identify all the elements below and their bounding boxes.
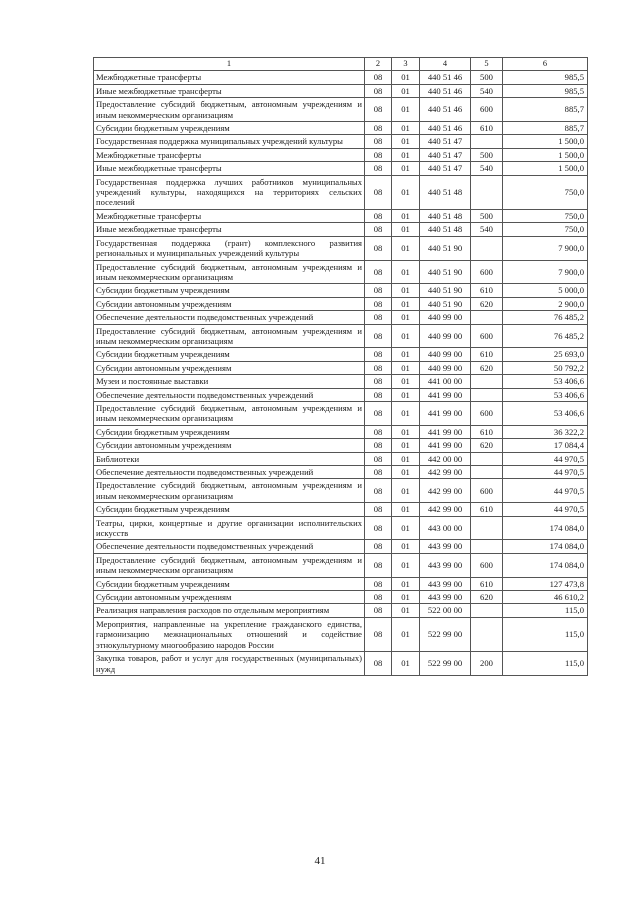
target-article-cell: 440 51 90: [420, 236, 471, 260]
table-row: [94, 577, 588, 590]
expense-type-cell: 620: [471, 297, 503, 310]
table-row: [94, 223, 588, 236]
subsection-code-cell: 01: [392, 209, 420, 222]
subsection-code-cell: 01: [392, 311, 420, 324]
table-row: [94, 553, 588, 577]
row-name-cell: Межбюджетные трансферты: [94, 71, 365, 84]
amount-cell: 44 970,5: [503, 503, 588, 516]
table-row: [94, 388, 588, 401]
subsection-code-cell: 01: [392, 604, 420, 617]
section-code-cell: 08: [365, 466, 392, 479]
row-name-cell: Субсидии автономным учреждениям: [94, 439, 365, 452]
section-code-cell: 08: [365, 401, 392, 425]
expense-type-cell: [471, 516, 503, 540]
amount-cell: 7 900,0: [503, 260, 588, 284]
expense-type-cell: [471, 236, 503, 260]
row-name-cell: Межбюджетные трансферты: [94, 148, 365, 161]
target-article-cell: 440 51 48: [420, 209, 471, 222]
expense-type-cell: 620: [471, 361, 503, 374]
table-row: [94, 311, 588, 324]
row-name-cell: Субсидии бюджетным учреждениям: [94, 577, 365, 590]
section-code-cell: 08: [365, 553, 392, 577]
row-name-cell: Обеспечение деятельности подведомственных учреждений: [94, 540, 365, 553]
subsection-code-cell: 01: [392, 361, 420, 374]
subsection-code-cell: 01: [392, 71, 420, 84]
amount-cell: 174 084,0: [503, 553, 588, 577]
target-article-cell: 442 99 00: [420, 466, 471, 479]
target-article-cell: 440 51 46: [420, 122, 471, 135]
amount-cell: 885,7: [503, 98, 588, 122]
subsection-code-cell: 01: [392, 175, 420, 209]
expense-type-cell: [471, 388, 503, 401]
expense-type-cell: [471, 311, 503, 324]
subsection-code-cell: 01: [392, 425, 420, 438]
subsection-code-cell: 01: [392, 439, 420, 452]
amount-cell: 115,0: [503, 604, 588, 617]
amount-cell: 1 500,0: [503, 162, 588, 175]
row-name-cell: Предоставление субсидий бюджетным, автономным учреждениям и иным некоммерческим организациям: [94, 260, 365, 284]
expense-type-cell: 600: [471, 553, 503, 577]
section-code-cell: 08: [365, 71, 392, 84]
target-article-cell: 443 00 00: [420, 516, 471, 540]
header-cell-4: 4: [420, 58, 471, 71]
row-name-cell: Музеи и постоянные выставки: [94, 375, 365, 388]
page-number: 41: [314, 855, 326, 867]
subsection-code-cell: 01: [392, 516, 420, 540]
table-row: [94, 375, 588, 388]
subsection-code-cell: 01: [392, 236, 420, 260]
amount-cell: 25 693,0: [503, 348, 588, 361]
table-row: [94, 452, 588, 465]
expense-type-cell: 500: [471, 71, 503, 84]
amount-cell: 5 000,0: [503, 284, 588, 297]
subsection-code-cell: 01: [392, 122, 420, 135]
header-cell-6: 6: [503, 58, 588, 71]
row-name-cell: Субсидии бюджетным учреждениям: [94, 284, 365, 297]
section-code-cell: 08: [365, 425, 392, 438]
target-article-cell: 443 99 00: [420, 553, 471, 577]
row-name-cell: Театры, цирки, концертные и другие организации исполнительских искусств: [94, 516, 365, 540]
section-code-cell: 08: [365, 324, 392, 348]
expense-type-cell: [471, 604, 503, 617]
subsection-code-cell: 01: [392, 388, 420, 401]
section-code-cell: 08: [365, 122, 392, 135]
target-article-cell: 522 99 00: [420, 652, 471, 676]
section-code-cell: 08: [365, 260, 392, 284]
amount-cell: 17 084,4: [503, 439, 588, 452]
header-cell-5: 5: [471, 58, 503, 71]
subsection-code-cell: 01: [392, 148, 420, 161]
amount-cell: 44 970,5: [503, 479, 588, 503]
subsection-code-cell: 01: [392, 297, 420, 310]
amount-cell: 127 473,8: [503, 577, 588, 590]
table-row: [94, 260, 588, 284]
amount-cell: 985,5: [503, 71, 588, 84]
subsection-code-cell: 01: [392, 348, 420, 361]
subsection-code-cell: 01: [392, 652, 420, 676]
section-code-cell: 08: [365, 348, 392, 361]
section-code-cell: 08: [365, 297, 392, 310]
table-row: [94, 297, 588, 310]
amount-cell: 1 500,0: [503, 148, 588, 161]
amount-cell: 76 485,2: [503, 324, 588, 348]
amount-cell: 46 610,2: [503, 591, 588, 604]
subsection-code-cell: 01: [392, 540, 420, 553]
section-code-cell: 08: [365, 503, 392, 516]
amount-cell: 36 322,2: [503, 425, 588, 438]
target-article-cell: 440 51 47: [420, 162, 471, 175]
subsection-code-cell: 01: [392, 375, 420, 388]
subsection-code-cell: 01: [392, 617, 420, 651]
subsection-code-cell: 01: [392, 135, 420, 148]
subsection-code-cell: 01: [392, 577, 420, 590]
section-code-cell: 08: [365, 135, 392, 148]
amount-cell: 1 500,0: [503, 135, 588, 148]
target-article-cell: 440 51 90: [420, 260, 471, 284]
expense-type-cell: 500: [471, 209, 503, 222]
expense-type-cell: 610: [471, 284, 503, 297]
amount-cell: 53 406,6: [503, 375, 588, 388]
expense-type-cell: 600: [471, 401, 503, 425]
row-name-cell: Субсидии автономным учреждениям: [94, 297, 365, 310]
expense-type-cell: [471, 617, 503, 651]
target-article-cell: 440 99 00: [420, 348, 471, 361]
target-article-cell: 441 99 00: [420, 425, 471, 438]
table-row: [94, 617, 588, 651]
table-row: [94, 401, 588, 425]
table-row: [94, 652, 588, 676]
table-row: [94, 162, 588, 175]
section-code-cell: 08: [365, 516, 392, 540]
section-code-cell: 08: [365, 617, 392, 651]
expense-type-cell: 600: [471, 98, 503, 122]
section-code-cell: 08: [365, 361, 392, 374]
subsection-code-cell: 01: [392, 553, 420, 577]
row-name-cell: Предоставление субсидий бюджетным, автономным учреждениям и иным некоммерческим организациям: [94, 479, 365, 503]
target-article-cell: 522 99 00: [420, 617, 471, 651]
expense-type-cell: [471, 466, 503, 479]
table-row: [94, 284, 588, 297]
table-row: [94, 324, 588, 348]
row-name-cell: Мероприятия, направленные на укрепление гражданского единства, гармонизацию межнациональных отношений и содействие этнокультурному многообразию народов России: [94, 617, 365, 651]
expense-type-cell: 610: [471, 425, 503, 438]
amount-cell: 885,7: [503, 122, 588, 135]
amount-cell: 115,0: [503, 617, 588, 651]
subsection-code-cell: 01: [392, 84, 420, 97]
row-name-cell: Межбюджетные трансферты: [94, 209, 365, 222]
subsection-code-cell: 01: [392, 466, 420, 479]
subsection-code-cell: 01: [392, 162, 420, 175]
amount-cell: 174 084,0: [503, 540, 588, 553]
row-name-cell: Обеспечение деятельности подведомственных учреждений: [94, 466, 365, 479]
target-article-cell: 440 51 47: [420, 135, 471, 148]
subsection-code-cell: 01: [392, 503, 420, 516]
row-name-cell: Государственная поддержка лучших работников муниципальных учреждений культуры, находящихся на территориях сельских поселений: [94, 175, 365, 209]
target-article-cell: 440 51 90: [420, 284, 471, 297]
budget-table: [93, 57, 588, 676]
section-code-cell: 08: [365, 439, 392, 452]
table-row: [94, 503, 588, 516]
row-name-cell: Государственная поддержка муниципальных учреждений культуры: [94, 135, 365, 148]
subsection-code-cell: 01: [392, 260, 420, 284]
target-article-cell: 443 99 00: [420, 591, 471, 604]
amount-cell: 985,5: [503, 84, 588, 97]
expense-type-cell: [471, 375, 503, 388]
row-name-cell: Субсидии автономным учреждениям: [94, 361, 365, 374]
subsection-code-cell: 01: [392, 324, 420, 348]
amount-cell: 750,0: [503, 175, 588, 209]
amount-cell: 750,0: [503, 223, 588, 236]
table-row: [94, 84, 588, 97]
subsection-code-cell: 01: [392, 284, 420, 297]
amount-cell: 53 406,6: [503, 388, 588, 401]
expense-type-cell: 600: [471, 479, 503, 503]
expense-type-cell: 610: [471, 503, 503, 516]
target-article-cell: 441 99 00: [420, 439, 471, 452]
amount-cell: 44 970,5: [503, 466, 588, 479]
section-code-cell: 08: [365, 98, 392, 122]
row-name-cell: Библиотеки: [94, 452, 365, 465]
target-article-cell: 440 51 48: [420, 175, 471, 209]
header-cell-2: 2: [365, 58, 392, 71]
row-name-cell: Субсидии бюджетным учреждениям: [94, 503, 365, 516]
expense-type-cell: 540: [471, 223, 503, 236]
row-name-cell: Субсидии автономным учреждениям: [94, 591, 365, 604]
table-row: [94, 148, 588, 161]
row-name-cell: Иные межбюджетные трансферты: [94, 223, 365, 236]
amount-cell: 115,0: [503, 652, 588, 676]
section-code-cell: 08: [365, 591, 392, 604]
row-name-cell: Обеспечение деятельности подведомственных учреждений: [94, 311, 365, 324]
amount-cell: 2 900,0: [503, 297, 588, 310]
target-article-cell: 441 99 00: [420, 388, 471, 401]
row-name-cell: Обеспечение деятельности подведомственных учреждений: [94, 388, 365, 401]
target-article-cell: 443 99 00: [420, 577, 471, 590]
section-code-cell: 08: [365, 604, 392, 617]
expense-type-cell: 540: [471, 162, 503, 175]
section-code-cell: 08: [365, 175, 392, 209]
expense-type-cell: 540: [471, 84, 503, 97]
table-row: [94, 209, 588, 222]
table-row: [94, 425, 588, 438]
amount-cell: 44 970,5: [503, 452, 588, 465]
table-row: [94, 479, 588, 503]
table-row: [94, 98, 588, 122]
section-code-cell: 08: [365, 148, 392, 161]
section-code-cell: 08: [365, 223, 392, 236]
section-code-cell: 08: [365, 479, 392, 503]
target-article-cell: 440 99 00: [420, 324, 471, 348]
header-cell-3: 3: [392, 58, 420, 71]
section-code-cell: 08: [365, 209, 392, 222]
subsection-code-cell: 01: [392, 452, 420, 465]
amount-cell: 750,0: [503, 209, 588, 222]
header-cell-1: 1: [94, 58, 365, 71]
header-row: [94, 58, 588, 71]
row-name-cell: Субсидии бюджетным учреждениям: [94, 425, 365, 438]
subsection-code-cell: 01: [392, 223, 420, 236]
target-article-cell: 440 51 48: [420, 223, 471, 236]
target-article-cell: 440 51 46: [420, 71, 471, 84]
target-article-cell: 440 99 00: [420, 311, 471, 324]
target-article-cell: 442 99 00: [420, 479, 471, 503]
table-row: [94, 439, 588, 452]
section-code-cell: 08: [365, 375, 392, 388]
row-name-cell: Предоставление субсидий бюджетным, автономным учреждениям и иным некоммерческим организациям: [94, 324, 365, 348]
target-article-cell: 440 99 00: [420, 361, 471, 374]
amount-cell: 53 406,6: [503, 401, 588, 425]
expense-type-cell: [471, 135, 503, 148]
table-row: [94, 604, 588, 617]
section-code-cell: 08: [365, 84, 392, 97]
row-name-cell: Субсидии бюджетным учреждениям: [94, 122, 365, 135]
row-name-cell: Предоставление субсидий бюджетным, автономным учреждениям и иным некоммерческим организациям: [94, 553, 365, 577]
expense-type-cell: [471, 540, 503, 553]
section-code-cell: 08: [365, 540, 392, 553]
subsection-code-cell: 01: [392, 591, 420, 604]
table-row: [94, 516, 588, 540]
expense-type-cell: 200: [471, 652, 503, 676]
amount-cell: 50 792,2: [503, 361, 588, 374]
section-code-cell: 08: [365, 162, 392, 175]
target-article-cell: 442 99 00: [420, 503, 471, 516]
section-code-cell: 08: [365, 284, 392, 297]
section-code-cell: 08: [365, 452, 392, 465]
subsection-code-cell: 01: [392, 479, 420, 503]
subsection-code-cell: 01: [392, 98, 420, 122]
row-name-cell: Реализация направления расходов по отдельным мероприятиям: [94, 604, 365, 617]
table-row: [94, 361, 588, 374]
expense-type-cell: [471, 175, 503, 209]
target-article-cell: 440 51 46: [420, 98, 471, 122]
table-row: [94, 236, 588, 260]
table-row: [94, 348, 588, 361]
section-code-cell: 08: [365, 577, 392, 590]
expense-type-cell: 610: [471, 348, 503, 361]
row-name-cell: Иные межбюджетные трансферты: [94, 162, 365, 175]
table-row: [94, 135, 588, 148]
expense-type-cell: [471, 452, 503, 465]
expense-type-cell: 610: [471, 122, 503, 135]
target-article-cell: 440 51 46: [420, 84, 471, 97]
expense-type-cell: 500: [471, 148, 503, 161]
row-name-cell: Предоставление субсидий бюджетным, автономным учреждениям и иным некоммерческим организациям: [94, 401, 365, 425]
target-article-cell: 442 00 00: [420, 452, 471, 465]
table-row: [94, 71, 588, 84]
table-row: [94, 540, 588, 553]
subsection-code-cell: 01: [392, 401, 420, 425]
section-code-cell: 08: [365, 388, 392, 401]
expense-type-cell: 600: [471, 260, 503, 284]
section-code-cell: 08: [365, 652, 392, 676]
amount-cell: 76 485,2: [503, 311, 588, 324]
table-row: [94, 175, 588, 209]
row-name-cell: Государственная поддержка (грант) комплексного развития региональных и муниципальных учреждений культуры: [94, 236, 365, 260]
target-article-cell: 522 00 00: [420, 604, 471, 617]
section-code-cell: 08: [365, 311, 392, 324]
row-name-cell: Иные межбюджетные трансферты: [94, 84, 365, 97]
table-row: [94, 591, 588, 604]
amount-cell: 174 084,0: [503, 516, 588, 540]
target-article-cell: 443 99 00: [420, 540, 471, 553]
target-article-cell: 440 51 47: [420, 148, 471, 161]
expense-type-cell: 620: [471, 439, 503, 452]
row-name-cell: Предоставление субсидий бюджетным, автономным учреждениям и иным некоммерческим организациям: [94, 98, 365, 122]
expense-type-cell: 610: [471, 577, 503, 590]
row-name-cell: Закупка товаров, работ и услуг для государственных (муниципальных) нужд: [94, 652, 365, 676]
expense-type-cell: 600: [471, 324, 503, 348]
table-row: [94, 466, 588, 479]
target-article-cell: 441 00 00: [420, 375, 471, 388]
target-article-cell: 440 51 90: [420, 297, 471, 310]
amount-cell: 7 900,0: [503, 236, 588, 260]
expense-type-cell: 620: [471, 591, 503, 604]
table-row: [94, 122, 588, 135]
row-name-cell: Субсидии бюджетным учреждениям: [94, 348, 365, 361]
section-code-cell: 08: [365, 236, 392, 260]
target-article-cell: 441 99 00: [420, 401, 471, 425]
